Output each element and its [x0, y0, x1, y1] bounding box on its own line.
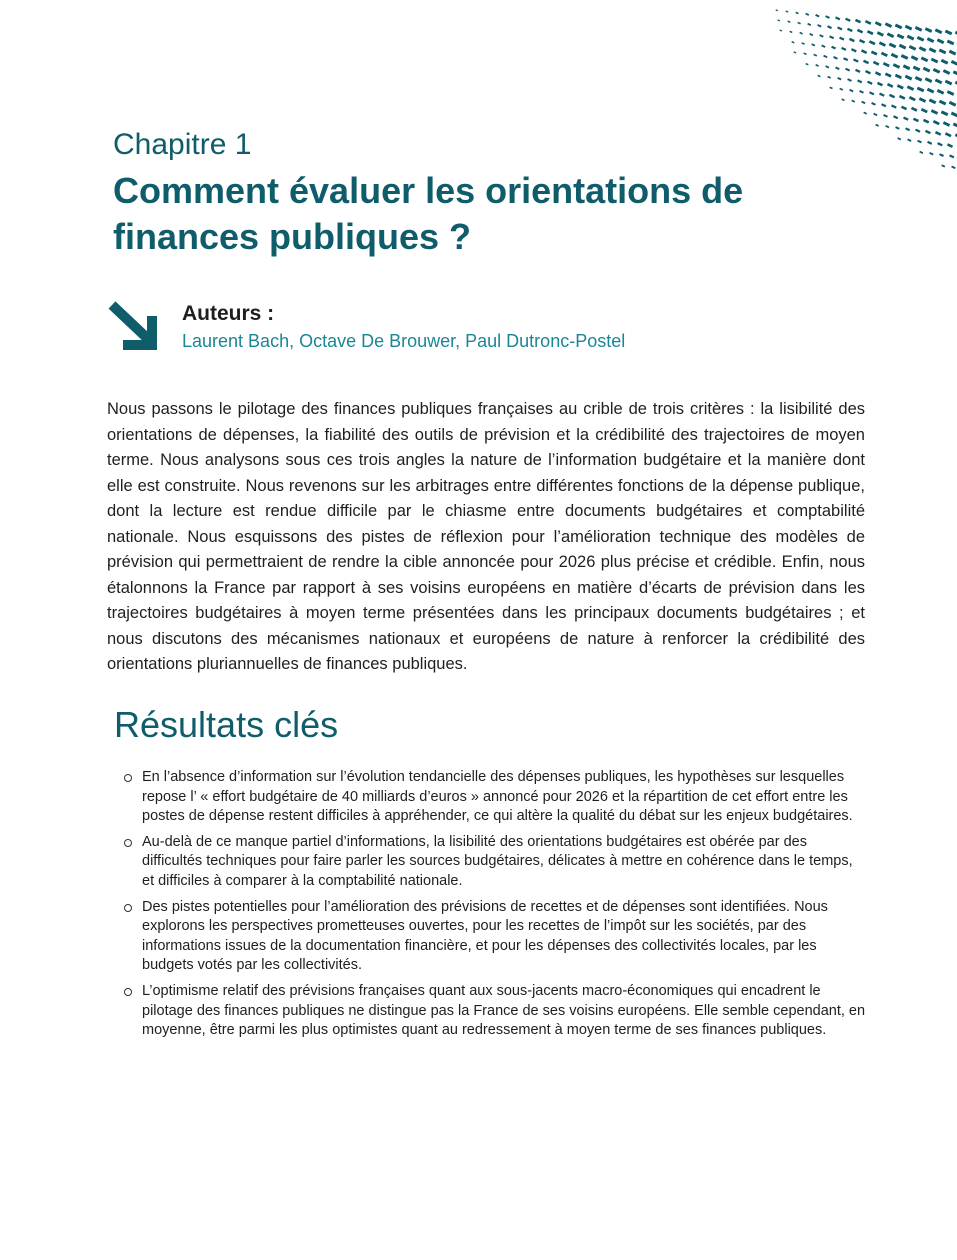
halftone-dot — [905, 127, 910, 131]
halftone-dot — [907, 139, 911, 142]
halftone-dot — [815, 14, 819, 17]
halftone-dot — [911, 107, 918, 112]
halftone-dot — [941, 59, 949, 65]
halftone-dot — [841, 47, 846, 51]
halftone-dot — [943, 121, 950, 127]
halftone-dot — [827, 25, 832, 29]
halftone-dot — [885, 73, 892, 78]
halftone-dot — [797, 22, 801, 25]
halftone-dot — [889, 43, 897, 49]
halftone-dot — [935, 28, 943, 34]
halftone-dot — [889, 94, 895, 99]
halftone-dot — [945, 80, 953, 86]
halftone-dot — [805, 63, 808, 66]
halftone-dot — [891, 104, 897, 108]
halftone-dot — [819, 34, 824, 37]
halftone-dot — [863, 112, 867, 115]
halftone-dot — [793, 51, 796, 53]
halftone-dot — [897, 34, 905, 40]
halftone-dot — [937, 142, 943, 146]
halftone-dot — [877, 31, 884, 36]
abstract-paragraph: Nous passons le pilotage des finances publiques françaises au crible de trois critères : la lisibilité des orientations de dépenses, la fiabilité des outils de prévision et la crédibilité des trajectoires de moyen terme. Nous analysons sous ces trois angles la nature de l’information budgétaire et la manière dont elle est construite. Nous revenons sur les arbitrages entre différentes fonctions de la dépense publique, dont la lecture est rendue difficile par le chiasme entre documents budgétaires et comptabilité nationale. Nous esquissons des pistes de réflexion pour l’amélioration technique des modèles de prévision qui permettraient de rendre la cible annoncée pour 2026 plus précise et crédible. Enfin, nous étalonnons la France par rapport à ses voisins européens en matière d’écarts de prévision dans les trajectoires budgétaires à moyen terme présentées dans les principaux documents budgétaires ; et nous discutons des mécanismes nationaux et européens de nature à renforcer la crédibilité des orientations pluriannuelles de finances publiques. — [107, 400, 865, 673]
halftone-dot — [829, 35, 834, 39]
halftone-dot — [951, 112, 957, 118]
halftone-dot — [825, 65, 829, 68]
halftone-dot — [843, 57, 848, 61]
halftone-dot — [835, 67, 840, 71]
halftone-dot — [867, 30, 874, 35]
halftone-dot — [821, 45, 825, 48]
halftone-dot — [887, 32, 895, 38]
halftone-dot — [789, 31, 792, 34]
halftone-dot — [947, 143, 953, 148]
halftone-dot — [941, 110, 949, 116]
halftone-dot — [885, 125, 889, 128]
halftone-dot — [863, 60, 869, 65]
halftone-dot — [913, 118, 919, 123]
halftone-dot — [947, 90, 955, 96]
halftone-dot — [895, 126, 900, 130]
halftone-dot — [921, 57, 929, 63]
halftone-dot — [845, 68, 850, 72]
halftone-dot — [901, 54, 909, 60]
halftone-dot — [841, 98, 844, 101]
halftone-dot — [859, 90, 864, 94]
halftone-dot — [937, 38, 945, 44]
chapter-title: Comment évaluer les orientations de finances publiques ? — [113, 170, 744, 257]
key-result-text: En l’absence d’information sur l’évolution tendancielle des dépenses publiques, les hypothèses sur lesquelles repose l’ « effort budgétaire de 40 milliards d’euros » annoncé pour 2026 et la répartition de cet effort entre les postes de dépense restent difficiles à appréhender, ce qui altère la qualité du débat sur les enjeux budgétaires. — [142, 769, 853, 825]
halftone-dot — [895, 74, 902, 79]
halftone-dot — [927, 37, 935, 43]
halftone-dot — [929, 47, 937, 53]
halftone-dot — [917, 140, 922, 144]
halftone-dot — [893, 63, 900, 69]
halftone-dot — [905, 25, 913, 31]
halftone-dot — [897, 137, 901, 140]
halftone-dot — [923, 67, 931, 73]
halftone-dot — [905, 75, 913, 81]
halftone-dot — [779, 29, 782, 31]
halftone-dot — [951, 166, 956, 169]
halftone-dot — [885, 22, 892, 28]
halftone-dot — [775, 9, 778, 11]
halftone-dot — [927, 88, 935, 94]
halftone-dot — [813, 54, 817, 57]
halftone-dot — [925, 27, 933, 33]
halftone-dot — [873, 113, 877, 116]
halftone-dot — [799, 32, 803, 35]
halftone-dot — [849, 89, 853, 92]
halftone-dot — [877, 82, 883, 87]
halftone-dot — [935, 131, 941, 136]
halftone-dot — [933, 120, 940, 125]
halftone-dot — [927, 141, 932, 145]
halftone-dot — [883, 114, 888, 118]
halftone-dot — [845, 18, 851, 22]
halftone-dot — [943, 69, 951, 75]
halftone-dot — [817, 75, 820, 78]
halftone-dot — [911, 55, 919, 61]
halftone-dot — [903, 64, 911, 70]
key-result-item — [122, 898, 866, 976]
authors-names: Laurent Bach, Octave De Brouwer, Paul Dutronc-Postel — [182, 331, 626, 351]
bullet-icon — [124, 774, 132, 782]
halftone-dot — [931, 109, 938, 115]
halftone-dot — [867, 81, 873, 85]
halftone-dot — [947, 40, 955, 46]
halftone-dot — [839, 88, 843, 91]
halftone-dot — [809, 33, 813, 36]
halftone-dot — [811, 43, 815, 46]
key-result-item — [122, 833, 866, 892]
halftone-dot — [909, 45, 917, 51]
halftone-dot — [859, 39, 865, 44]
halftone-dot — [871, 51, 878, 56]
halftone-dot — [861, 49, 867, 54]
halftone-dot — [919, 46, 927, 52]
halftone-dot — [881, 52, 888, 57]
bullet-icon — [124, 988, 132, 996]
chapter-label: Chapitre 1 — [113, 128, 252, 161]
halftone-dot — [929, 99, 937, 105]
halftone-dot — [873, 61, 880, 66]
halftone-dot — [915, 76, 923, 82]
halftone-dot — [953, 70, 957, 76]
halftone-dot — [939, 100, 947, 106]
halftone-dot — [787, 20, 790, 23]
halftone-dot — [903, 117, 909, 121]
halftone-dot — [875, 124, 879, 127]
halftone-dot — [815, 64, 819, 67]
halftone-dot — [865, 70, 871, 74]
bullet-icon — [124, 839, 132, 847]
halftone-dot — [949, 101, 957, 107]
halftone-dot — [921, 108, 928, 113]
key-results-list — [122, 768, 866, 1047]
halftone-dot — [807, 23, 811, 26]
halftone-dot — [869, 40, 876, 45]
halftone-dot — [939, 49, 947, 55]
halftone-dot — [847, 28, 853, 32]
halftone-dot — [827, 76, 831, 79]
halftone-dot — [803, 52, 806, 55]
authors-heading: Auteurs : — [182, 302, 275, 325]
halftone-dot — [901, 106, 907, 111]
halftone-dot — [953, 123, 957, 129]
halftone-dot — [839, 37, 844, 41]
key-result-item — [122, 982, 866, 1041]
halftone-dot — [851, 48, 857, 52]
halftone-dot — [919, 151, 923, 154]
halftone-dot — [945, 30, 953, 36]
halftone-dot — [825, 15, 830, 19]
halftone-dot — [917, 36, 925, 42]
halftone-dot — [865, 20, 872, 25]
key-result-text: Au-delà de ce manque partiel d’informations, la lisibilité des orientations budgétaires est obérée par des difficultés techniques pour faire parler les sources budgétaires, délicates à mettre en cohérence dans le temps, et difficiles à comparer à la comptabilité nationale. — [142, 833, 853, 889]
halftone-dot — [915, 129, 921, 133]
halftone-dot — [837, 77, 841, 80]
halftone-dot — [851, 100, 855, 103]
halftone-dot — [879, 93, 885, 97]
halftone-dot — [897, 84, 904, 89]
halftone-dot — [847, 78, 852, 82]
key-results-heading: Résultats clés — [114, 704, 339, 745]
halftone-dot — [913, 66, 921, 72]
halftone-dot — [899, 44, 907, 50]
halftone-dot — [871, 102, 876, 106]
halftone-dot — [875, 71, 881, 76]
halftone-dot — [791, 41, 794, 44]
halftone-dot — [857, 79, 862, 83]
halftone-dot — [875, 21, 882, 26]
halftone-dot — [935, 79, 943, 85]
halftone-dot — [777, 19, 780, 21]
halftone-dot — [915, 26, 923, 32]
halftone-dot — [785, 10, 788, 12]
halftone-dot — [849, 38, 855, 42]
halftone-dot — [817, 24, 821, 27]
halftone-dot — [879, 41, 886, 46]
key-result-item — [122, 768, 866, 827]
halftone-dot — [907, 85, 914, 91]
halftone-dot — [855, 69, 861, 73]
halftone-dot — [831, 46, 836, 50]
halftone-dot — [931, 58, 939, 64]
halftone-dot — [925, 77, 933, 83]
halftone-dot — [853, 58, 859, 62]
halftone-dot — [895, 24, 903, 30]
halftone-dot — [801, 42, 805, 45]
halftone-dot — [883, 62, 890, 67]
halftone-dot — [929, 152, 933, 155]
halftone-dot — [887, 83, 893, 88]
halftone-dot — [937, 89, 945, 95]
halftone-dot — [949, 50, 957, 56]
halftone-dot — [891, 53, 899, 59]
halftone-dot — [939, 153, 944, 157]
halftone-dot — [795, 12, 798, 15]
halftone-dot — [899, 95, 906, 100]
halftone-dot — [855, 19, 861, 24]
halftone-dot — [837, 26, 842, 30]
bullet-icon — [124, 904, 132, 912]
halftone-dot — [909, 96, 916, 101]
halftone-dot — [893, 115, 898, 119]
halftone-dot — [945, 132, 952, 137]
halftone-dot — [823, 55, 827, 58]
halftone-dot — [881, 103, 886, 107]
halftone-dot — [805, 13, 809, 16]
halftone-dot — [949, 154, 954, 158]
halftone-dot — [917, 87, 925, 93]
halftone-dot — [835, 16, 840, 20]
halftone-dot — [951, 60, 957, 66]
arrow-down-right-icon — [106, 300, 160, 352]
halftone-dot — [861, 101, 865, 104]
halftone-dot — [833, 56, 838, 60]
halftone-dot — [941, 164, 945, 167]
key-result-text: Des pistes potentielles pour l’amélioration des prévisions de recettes et de dépenses sont identifiées. Nous explorons les perspectives prometteuses ouvertes, pour les recettes de l’impôt sur les sociétés, par des informations issues de la documentation financière, et pour les dépenses des collectivités locales, par les budgets votés par les collectivités. — [142, 898, 828, 974]
halftone-dot — [933, 68, 941, 74]
halftone-dot — [919, 97, 926, 103]
halftone-dot — [857, 29, 863, 34]
key-result-text: L’optimisme relatif des prévisions françaises quant aux sous-jacents macro-économiques qui encadrent le pilotage des finances publiques ne distingue pas la France de ses voisins européens. Elle semble cependant, en moyenne, être parmi les plus optimistes quant au redressement à moyen terme de ses finances publiques. — [142, 982, 866, 1039]
halftone-dot — [925, 130, 931, 134]
halftone-dot — [907, 35, 915, 41]
halftone-dot — [869, 91, 874, 95]
halftone-dot — [829, 87, 832, 90]
halftone-dot — [923, 119, 929, 124]
